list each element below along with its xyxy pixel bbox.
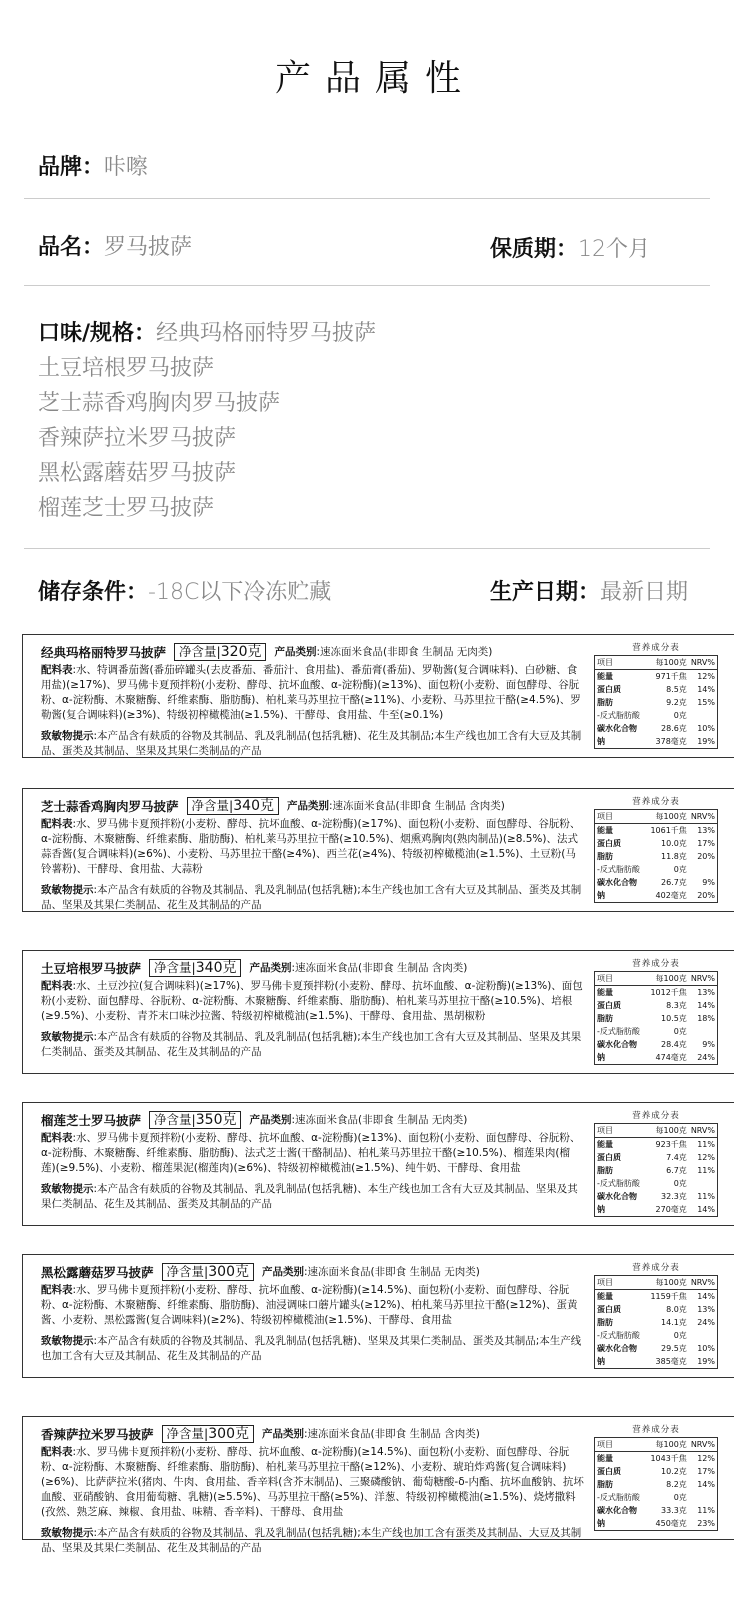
ingredients-text: :水、罗马佛卡夏预拌粉(小麦粉、酵母、抗坏血酸、α-淀粉酶)(≥13%)、面包粉(小麦粉、面包酵母、谷朊粉、α-淀粉酶、木聚糖酶、纤维素酶、脂肪酶)、法式芝士酱(干酪制品)、柏札莱马苏里拉干酪(≥10.5%)、榴莲果肉(榴莲)(≥9.5%)、小麦粉、榴莲果泥(榴莲肉)(≥6%)、特级初榨橄榄油(≥1.5%)、纯牛奶、干酵母、食用盐 [41,1132,581,1174]
product-name: 土豆培根罗马披萨 [41,960,142,976]
allergen-label: 致敏物提示 [41,1335,94,1347]
product-name: 榴莲芝士罗马披萨 [41,1112,142,1128]
flavor-label: 口味/规格： [38,321,157,346]
nutrition-header-row [595,1438,718,1452]
ingredients-label: 配料表 [41,1446,73,1458]
storage-value: -18C以下冷冻贮藏 [148,580,332,605]
product-info [41,1425,584,1556]
nutrient-name: -反式脂肪酸 [597,1331,640,1340]
nutrition-title: 营养成分表 [632,797,680,807]
nutrient-name: 钠 [597,1357,605,1366]
header-nrv: NRV% [689,1124,718,1138]
header-nrv: NRV% [689,810,718,824]
nutrient-nrv: 13% [697,826,715,835]
category-label: 产品类别 [274,645,317,658]
nutrient-value: 8.5克 [666,685,687,694]
nutrient-nrv: 12% [697,1153,715,1162]
ingredients [41,817,584,877]
nutrition-header-row [595,972,718,986]
nutrient-name: -反式脂肪酸 [597,711,640,720]
nutrient-value: 33.3克 [660,1506,687,1515]
nutrition-row [595,986,718,1000]
net-content-box: 净含量|340克 [187,797,279,815]
nutrition-row [595,1504,718,1517]
nutrition-row [595,824,718,838]
nutrient-name: 能量 [597,1140,613,1149]
header-per100g: 每100克 [645,1276,689,1290]
nutrition-row [595,1491,718,1504]
nutrition-title: 营养成分表 [632,1263,680,1273]
nutrition-row [595,1151,718,1164]
ingredients-label: 配料表 [41,818,73,830]
allergen-notice [41,1182,584,1212]
allergen-notice [41,883,584,913]
net-label: 净含量 [179,644,217,659]
ingredients-label: 配料表 [41,664,73,676]
product-category [287,799,505,814]
allergen-text: :本产品含有麸质的谷物及其制品、乳及乳制品(包括乳糖);本生产线也加工含有大豆及其制品、蛋类及其制品、坚果及其果仁类制品、花生及其制品的产品 [41,884,582,911]
allergen-notice [41,1030,584,1060]
ingredients [41,663,584,723]
nutrient-name: 蛋白质 [597,1467,621,1476]
header-per100g: 每100克 [645,656,689,670]
nutrient-value: 402毫克 [655,891,687,900]
nutrient-nrv: 9% [702,878,715,887]
nutrient-nrv: 10% [697,1344,715,1353]
nutrition-header-row [595,656,718,670]
name-value: 罗马披萨 [104,235,193,260]
nutrient-name: -反式脂肪酸 [597,1179,640,1188]
category-label: 产品类别 [249,961,292,974]
nutrient-value: 28.4克 [660,1040,687,1049]
nutrient-nrv: 17% [697,1467,715,1476]
nutrient-nrv [689,709,718,722]
nutrient-value: 11.8克 [660,852,687,861]
nutrition-row [595,735,718,749]
nutrient-value: 1043千焦 [650,1454,687,1463]
header-nrv: NRV% [689,972,718,986]
category-label: 产品类别 [261,1265,304,1278]
nutrition-title: 营养成分表 [632,959,680,969]
nutrient-value: 0克 [673,1493,687,1502]
production-label: 生产日期： [490,580,601,605]
nutrient-name: 脂肪 [597,1166,613,1175]
product-label-panel [22,1416,734,1554]
nutrient-name: 蛋白质 [597,685,621,694]
nutrition-row [595,1355,718,1369]
nutrient-nrv [689,1177,718,1190]
category-label: 产品类别 [249,1113,292,1126]
nutrient-value: 10.2克 [660,1467,687,1476]
nutrition-table [594,1261,718,1369]
nutrition-title: 营养成分表 [632,1425,680,1435]
nutrition-row [595,1203,718,1217]
category-value: :速冻面米食品(非即食 生制品 无肉类) [303,1265,480,1278]
nutrient-name: 能量 [597,988,613,997]
product-label-panel [22,788,734,912]
nutrient-value: 0克 [673,711,687,720]
nutrient-value: 971千焦 [655,672,687,681]
flavor-item: 经典玛格丽特罗马披萨 [156,321,377,346]
production-value: 最新日期 [600,580,689,605]
storage-label: 储存条件： [38,580,149,605]
ingredients-label: 配料表 [41,980,73,992]
header-nrv: NRV% [689,1438,718,1452]
nutrition-table [594,795,718,903]
nutrition-row [595,999,718,1012]
net-content-box: 净含量|300克 [162,1425,254,1443]
net-label: 净含量 [154,1112,192,1127]
nutrition-row [595,696,718,709]
net-label: 净含量 [166,1264,205,1279]
nutrition-row [595,1025,718,1038]
nutrition-row [595,1038,718,1051]
nutrient-name: 蛋白质 [597,1305,621,1314]
ingredients-text: :水、土豆沙拉(复合调味料)(≥17%)、罗马佛卡夏预拌粉(小麦粉、酵母、抗坏血酸、α-淀粉酶)(≥13%)、面包粉(小麦粉、面包酵母、谷朊粉、α-淀粉酶、木聚糖酶、纤维素酶、脂肪酶)、柏札莱马苏里拉干酪(≥10.5%)、培根(≥9.5%)、小麦粉、青芥末口味沙拉酱、特级初榨橄榄油(≥1.5%)、干酵母、食用盐、黑胡椒粉 [41,980,583,1022]
nutrient-value: 0克 [673,1027,687,1036]
net-value: 340克 [195,960,237,976]
product-label-panel [22,1102,734,1226]
allergen-notice [41,1334,584,1364]
product-name: 芝士蒜香鸡胸肉罗马披萨 [41,798,179,814]
nutrition-row [595,1290,718,1304]
nutrition-row [595,1190,718,1203]
nutrient-value: 29.5克 [660,1344,687,1353]
nutrient-name: 钠 [597,737,605,746]
nutrient-nrv: 11% [697,1140,715,1149]
nutrient-name: 钠 [597,1053,605,1062]
ingredients [41,1131,584,1176]
nutrient-value: 7.4克 [666,1153,687,1162]
nutrition-row [595,1177,718,1190]
net-value: 300克 [208,1426,249,1442]
ingredients [41,1283,584,1328]
product-name: 香辣萨拉米罗马披萨 [41,1426,154,1442]
nutrition-row [595,1517,718,1531]
nutrient-value: 1061千焦 [650,826,687,835]
product-label-panel [22,950,734,1074]
nutrition-table [594,1109,718,1217]
category-label: 产品类别 [286,799,329,812]
nutrition-row [595,1303,718,1316]
name-row [38,230,192,261]
product-category [249,1113,467,1128]
header-per100g: 每100克 [645,972,689,986]
nutrient-nrv: 13% [697,1305,715,1314]
ingredients [41,979,584,1024]
header-item: 项目 [595,972,645,986]
header-per100g: 每100克 [645,810,689,824]
header-nrv: NRV% [689,1276,718,1290]
nutrient-nrv: 9% [702,1040,715,1049]
allergen-notice [41,729,584,759]
nutrition-row [595,876,718,889]
category-label: 产品类别 [261,1427,304,1440]
allergen-label: 致敏物提示 [41,1527,94,1539]
nutrient-name: 蛋白质 [597,1153,621,1162]
nutrition-table [594,641,718,749]
net-label: 净含量 [166,1426,205,1441]
product-info [41,1111,584,1212]
category-value: :速冻面米食品(非即食 生制品 含肉类) [291,961,468,974]
shelf-label: 保质期： [490,237,579,262]
nutrition-row [595,670,718,684]
nutrient-value: 9.2克 [666,698,687,707]
category-value: :速冻面米食品(非即食 生制品 含肉类) [328,799,505,812]
nutrient-nrv [689,1329,718,1342]
nutrient-nrv: 15% [697,698,715,707]
nutrient-nrv [689,1491,718,1504]
allergen-label: 致敏物提示 [41,884,94,896]
net-content-box: 净含量|320克 [174,643,266,661]
net-label: 净含量 [191,798,230,813]
ingredients-text: :水、特调番茄酱(番茄碎罐头(去皮番茄、番茄汁、食用盐)、番茄膏(番茄)、罗勒酱(复合调味料)、白砂糖、食用盐)(≥17%)、罗马佛卡夏预拌粉(小麦粉、酵母、抗坏血酸、α-淀粉酶)(≥13%)、面包粉(小麦粉、面包酵母、谷朊粉、α-淀粉酶、木聚糖酶、纤维素酶、脂肪酶)、柏札莱马苏里拉干酪(≥11%)、小麦粉、马苏里拉干酪(≥4.5%)、罗勒酱(复合调味料)(≥3%)、特级初榨橄榄油(≥1.5%)、干酵母、食用盐、牛至(≥0.1%) [41,664,581,721]
allergen-label: 致敏物提示 [41,1183,94,1195]
nutrient-name: 脂肪 [597,1318,613,1327]
nutrient-nrv: 19% [697,1357,715,1366]
header-item: 项目 [595,1124,646,1138]
ingredients-text: :水、罗马佛卡夏预拌粉(小麦粉、酵母、抗坏血酸、α-淀粉酶)(≥14.5%)、面包粉(小麦粉、面包酵母、谷朊粉、α-淀粉酶、木聚糖酶、纤维素酶、脂肪酶)、柏札莱马苏里拉干酪(≥12%)、小麦粉、琥珀炸鸡酱(复合调味料)(≥6%)、比萨萨拉米(猪肉、牛肉、食用盐、香辛料(含芥末制品)、三聚磷酸钠、葡萄糖酸-δ-内酯、抗坏血酸钠、抗坏血酸、亚硝酸钠、食用葡萄糖、乳糖)(≥5.5%)、马苏里拉干酪(≥5%)、洋葱、特级初榨橄榄油(≥1.5%)、烧烤撒料(孜然、熟芝麻、辣椒、食用盐、味精、香辛料)、干酵母、食用盐 [41,1446,584,1518]
nutrition-row [595,1012,718,1025]
nutrient-value: 0克 [673,1179,687,1188]
nutrient-value: 378毫克 [655,737,687,746]
nutrient-value: 385毫克 [655,1357,687,1366]
product-category [274,645,492,660]
header-per100g: 每100克 [645,1124,689,1138]
nutrient-nrv: 11% [697,1192,715,1201]
header-item: 项目 [595,656,646,670]
net-value: 340克 [233,798,274,814]
nutrient-name: 碳水化合物 [597,878,637,887]
nutrient-value: 270毫克 [655,1205,687,1214]
nutrient-nrv: 20% [697,852,715,861]
nutrient-name: 蛋白质 [597,1001,621,1010]
nutrition-title: 营养成分表 [632,1111,680,1121]
net-content-box: 净含量|300克 [162,1263,254,1281]
nutrient-nrv: 19% [697,737,715,746]
flavor-item: 榴莲芝士罗马披萨 [38,496,215,521]
brand-label: 品牌： [38,155,105,180]
net-content-box: 净含量|350克 [149,1111,241,1129]
brand-row [38,150,148,181]
nutrient-value: 28.6克 [660,724,687,733]
product-info [41,643,584,759]
nutrient-nrv: 14% [697,685,715,694]
shelf-value: 12个月 [578,237,651,262]
flavor-item: 香辣萨拉米罗马披萨 [38,426,237,451]
nutrient-value: 0克 [673,865,687,874]
nutrition-row [595,1342,718,1355]
product-category [262,1265,480,1280]
nutrition-row [595,1478,718,1491]
nutrition-row [595,1051,718,1065]
product-category [262,1427,480,1442]
product-label-panel [22,1254,734,1378]
nutrient-name: -反式脂肪酸 [597,865,640,874]
nutrient-nrv: 20% [697,891,715,900]
nutrient-name: -反式脂肪酸 [597,1493,640,1502]
nutrient-nrv: 10% [697,724,715,733]
nutrient-value: 8.3克 [666,1001,687,1010]
nutrient-name: 脂肪 [597,852,613,861]
nutrition-row [595,1465,718,1478]
nutrition-title: 营养成分表 [632,643,680,653]
header-per100g: 每100克 [645,1438,689,1452]
nutrient-value: 450毫克 [655,1519,687,1528]
nutrient-nrv: 18% [697,1014,715,1023]
header-item: 项目 [595,1276,645,1290]
flavor-item: 芝士蒜香鸡胸肉罗马披萨 [38,391,281,416]
product-name: 黑松露蘑菇罗马披萨 [41,1264,154,1280]
nutrient-nrv [689,863,718,876]
product-name: 经典玛格丽特罗马披萨 [41,644,167,660]
nutrient-nrv: 12% [697,1454,715,1463]
nutrient-name: 碳水化合物 [597,1344,637,1353]
nutrient-value: 6.7克 [666,1166,687,1175]
nutrition-row [595,1452,718,1466]
product-info [41,959,584,1060]
net-value: 350克 [195,1112,237,1128]
nutrient-name: 能量 [597,672,613,681]
flavor-list [38,316,376,526]
nutrient-nrv: 24% [697,1053,715,1062]
flavor-item: 土豆培根罗马披萨 [38,356,215,381]
name-label: 品名： [38,235,105,260]
production-row [490,575,688,606]
nutrient-value: 8.2克 [666,1480,687,1489]
product-category [249,961,467,976]
nutrition-header-row [595,1276,718,1290]
net-value: 320克 [220,644,262,660]
allergen-text: :本产品含有麸质的谷物及其制品、乳及乳制品(包括乳糖)、本生产线也加工含有大豆及其制品、坚果及其果仁类制品、花生及其制品、蛋类及其制品的产品 [41,1183,578,1210]
nutrient-nrv: 14% [697,1001,715,1010]
allergen-text: :本产品含有麸质的谷物及其制品、乳及乳制品(包括乳糖);本生产线也加工含有大豆及其制品、坚果及其果仁类制品、蛋类及其制品、花生及其制品的产品 [41,1031,582,1058]
category-value: :速冻面米食品(非即食 生制品 含肉类) [303,1427,480,1440]
divider [24,548,710,549]
nutrition-header-row [595,810,718,824]
brand-value: 咔嚓 [104,155,149,180]
nutrient-name: 碳水化合物 [597,724,637,733]
nutrition-row [595,709,718,722]
nutrient-value: 26.7克 [660,878,687,887]
nutrient-name: 能量 [597,1454,613,1463]
page-title: 产品属性 [274,58,475,99]
nutrition-table [594,1423,718,1531]
net-value: 300克 [208,1264,249,1280]
nutrient-nrv: 11% [697,1166,715,1175]
net-label: 净含量 [154,960,192,975]
ingredients [41,1445,584,1520]
nutrient-value: 14.1克 [660,1318,687,1327]
nutrient-nrv: 17% [697,839,715,848]
nutrient-nrv: 24% [697,1318,715,1327]
header-item: 项目 [595,810,645,824]
nutrient-value: 923千焦 [655,1140,687,1149]
product-info [41,797,584,913]
nutrition-row [595,889,718,903]
allergen-text: :本产品含有麸质的谷物及其制品、乳及乳制品(包括乳糖)、坚果及其果仁类制品、蛋类及其制品;本生产线也加工含有大豆及其制品、花生及其制品的产品 [41,1335,582,1362]
nutrient-nrv: 13% [697,988,715,997]
storage-row [38,575,331,606]
nutrient-value: 32.3克 [660,1192,687,1201]
nutrition-row [595,1164,718,1177]
net-content-box: 净含量|340克 [149,959,241,977]
flavor-item: 黑松露蘑菇罗马披萨 [38,461,237,486]
ingredients-label: 配料表 [41,1284,73,1296]
product-label-panel [22,634,734,758]
nutrition-header-row [595,1124,718,1138]
ingredients-label: 配料表 [41,1132,73,1144]
header-nrv: NRV% [689,656,718,670]
divider [24,285,710,286]
category-value: :速冻面米食品(非即食 生制品 无肉类) [316,645,493,658]
nutrient-nrv [689,1025,718,1038]
nutrient-nrv: 12% [697,672,715,681]
nutrient-name: 能量 [597,826,613,835]
product-info [41,1263,584,1364]
nutrition-row [595,683,718,696]
allergen-text: :本产品含有麸质的谷物及其制品、乳及乳制品(包括乳糖);本生产线也加工含有蛋类及其制品、大豆及其制品、坚果及其果仁类制品、花生及其制品的产品 [41,1527,582,1554]
category-value: :速冻面米食品(非即食 生制品 无肉类) [291,1113,468,1126]
nutrient-value: 8.0克 [666,1305,687,1314]
allergen-text: :本产品含有麸质的谷物及其制品、乳及乳制品(包括乳糖)、花生及其制品;本生产线也加工含有大豆及其制品、蛋类及其制品、坚果及其果仁类制品的产品 [41,730,582,757]
nutrition-row [595,1138,718,1152]
nutrition-row [595,1316,718,1329]
ingredients-text: :水、罗马佛卡夏预拌粉(小麦粉、酵母、抗坏血酸、α-淀粉酶)(≥17%)、面包粉(小麦粉、面包酵母、谷朊粉、α-淀粉酶、木聚糖酶、纤维素酶、脂肪酶)、柏札莱马苏里拉干酪(≥10.5%)、烟熏鸡胸肉(熟肉制品)(≥8.5%)、法式蒜香酱(复合调味料)(≥6%)、小麦粉、马苏里拉干酪(≥4%)、西兰花(≥4%)、特级初榨橄榄油(≥1.5%)、土豆粉(马铃薯粉)、干酵母、食用盐、大蒜粉 [41,818,581,875]
nutrient-name: 脂肪 [597,1480,613,1489]
nutrient-name: 钠 [597,1519,605,1528]
nutrient-value: 10.0克 [660,839,687,848]
allergen-label: 致敏物提示 [41,730,94,742]
nutrition-table [594,957,718,1065]
nutrition-row [595,850,718,863]
nutrition-row [595,863,718,876]
header-item: 项目 [595,1438,645,1452]
nutrient-name: 碳水化合物 [597,1040,637,1049]
nutrient-name: 钠 [597,1205,605,1214]
nutrient-name: 能量 [597,1292,613,1301]
nutrition-row [595,1329,718,1342]
nutrient-name: 钠 [597,891,605,900]
nutrient-value: 10.5克 [660,1014,687,1023]
nutrient-value: 1159千焦 [650,1292,687,1301]
nutrient-value: 0克 [673,1331,687,1340]
nutrition-row [595,837,718,850]
nutrient-name: 蛋白质 [597,839,621,848]
nutrient-name: 碳水化合物 [597,1192,637,1201]
divider [24,198,710,199]
nutrition-row [595,722,718,735]
nutrient-nrv: 14% [697,1292,715,1301]
nutrient-nrv: 14% [697,1480,715,1489]
nutrient-name: 碳水化合物 [597,1506,637,1515]
allergen-label: 致敏物提示 [41,1031,94,1043]
nutrient-name: -反式脂肪酸 [597,1027,640,1036]
ingredients-text: :水、罗马佛卡夏预拌粉(小麦粉、酵母、抗坏血酸、α-淀粉酶)(≥14.5%)、面包粉(小麦粉、面包酵母、谷朊粉、α-淀粉酶、木聚糖酶、纤维素酶、脂肪酶)、油浸调味口蘑片罐头(≥12%)、柏札莱马苏里拉干酪(≥12%)、蛋黄酱、小麦粉、黑松露酱(复合调味料)(≥2%)、特级初榨橄榄油(≥1.5%)、干酵母、食用盐 [41,1284,578,1326]
nutrient-name: 脂肪 [597,698,613,707]
nutrient-nrv: 23% [697,1519,715,1528]
allergen-notice [41,1526,584,1556]
nutrient-value: 474毫克 [655,1053,687,1062]
nutrient-value: 1012千焦 [650,988,687,997]
shelf-row [490,232,650,263]
nutrient-nrv: 11% [697,1506,715,1515]
nutrient-name: 脂肪 [597,1014,613,1023]
nutrient-nrv: 14% [697,1205,715,1214]
